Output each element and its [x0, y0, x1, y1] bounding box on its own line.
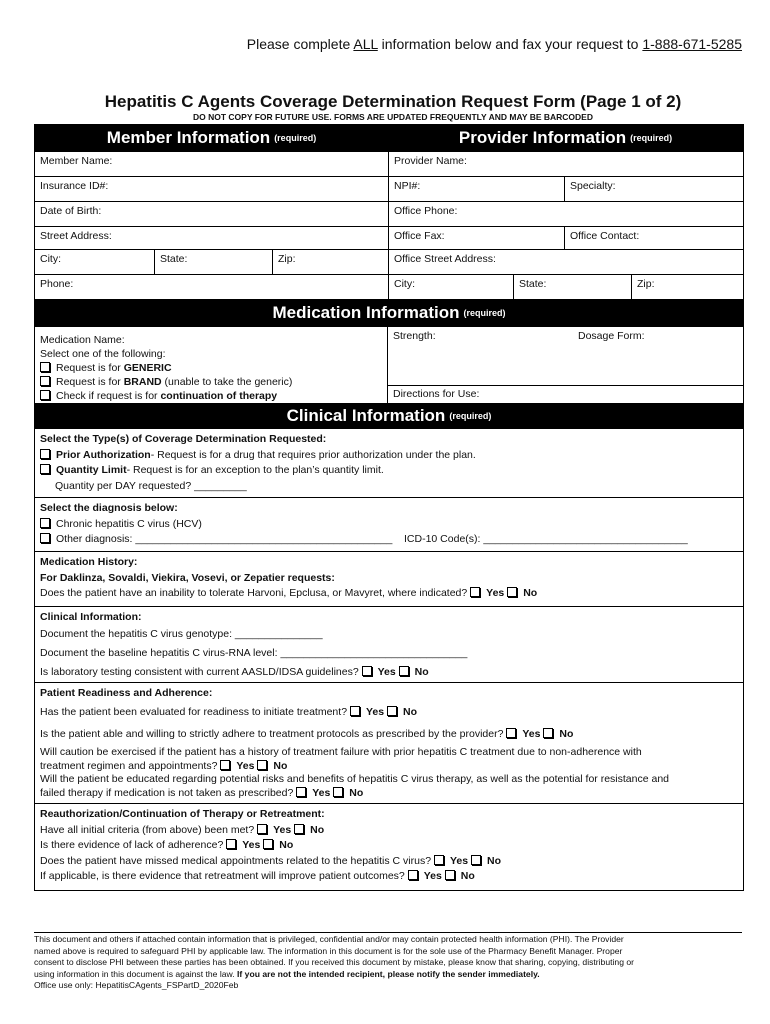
- dosage-form-field[interactable]: [573, 327, 743, 385]
- medication-select-label: Select one of the following:: [40, 348, 166, 360]
- caution-yes-checkbox[interactable]: [220, 760, 230, 770]
- confidentiality-footer: [34, 932, 742, 992]
- tolerance-no-checkbox[interactable]: [507, 587, 517, 597]
- street-address-field[interactable]: [35, 227, 388, 249]
- readiness-yes-checkbox[interactable]: [350, 706, 360, 716]
- no-label: No: [487, 854, 502, 867]
- coverage-form: [34, 124, 744, 891]
- retreatment-question: [40, 869, 738, 885]
- fax-instruction-all: ALL: [353, 36, 378, 52]
- criteria-yes-checkbox[interactable]: [257, 824, 267, 834]
- clinical-header-label: Clinical Information: [286, 406, 446, 425]
- clinical-info-section: [35, 606, 743, 682]
- lab-no-checkbox[interactable]: [399, 666, 409, 676]
- provider-info-header: [388, 125, 743, 151]
- provider-header-label: Provider Information: [458, 128, 627, 147]
- no-label: No: [559, 727, 574, 740]
- lack-adherence-yes-checkbox[interactable]: [226, 839, 236, 849]
- lab-yes-checkbox[interactable]: [362, 666, 372, 676]
- member-info-header: [35, 125, 388, 151]
- medication-name-label: Medication Name:: [40, 334, 125, 346]
- retreatment-yes-checkbox[interactable]: [408, 870, 418, 880]
- office-contact-label: Office Contact:: [570, 230, 640, 242]
- footer-line-3: consent to disclose PHI between these parties has been obtained. If you received this document by mistake, please know that sharing, copying, distributing or: [34, 957, 634, 967]
- retreatment-text: If applicable, is there evidence that retreatment will improve patient outcomes?: [40, 870, 405, 882]
- hcv-label: Chronic hepatitis C virus (HCV): [56, 517, 202, 530]
- caution-question: [40, 760, 738, 774]
- coverage-type-title: Select the Type(s) of Coverage Determination Requested:: [40, 433, 327, 445]
- readiness-no-checkbox[interactable]: [387, 706, 397, 716]
- patient-readiness-title: Patient Readiness and Adherence:: [40, 687, 213, 699]
- generic-checkbox[interactable]: [40, 362, 50, 372]
- no-label: No: [414, 666, 429, 678]
- specialty-label: Specialty:: [570, 180, 616, 192]
- insurance-id-field[interactable]: [35, 177, 388, 201]
- diagnosis-title: Select the diagnosis below:: [40, 502, 178, 514]
- member-phone-field[interactable]: [35, 275, 388, 299]
- dosage-form-label: Dosage Form:: [578, 330, 645, 342]
- office-street-field[interactable]: [388, 250, 743, 274]
- missed-appointments-text: Does the patient have missed medical appointments related to the hepatitis C virus?: [40, 854, 432, 867]
- medication-required-label: (required): [463, 308, 506, 318]
- education-no-checkbox[interactable]: [333, 787, 343, 797]
- baseline-rna-field[interactable]: Document the baseline hepatitis C virus-RNA level: ________________________________: [40, 647, 468, 659]
- reauthorization-section: [35, 803, 743, 890]
- member-name-field[interactable]: [35, 152, 388, 176]
- medication-history-subtitle: For Daklinza, Sovaldi, Viekira, Vosevi, or Zepatier requests:: [40, 571, 335, 584]
- directions-label: Directions for Use:: [393, 388, 480, 400]
- footer-line-2: named above is required to safeguard PHI by applicable law. The information in this document is for the sole use of the Pharmacy Benefit Manager. Proper: [34, 945, 623, 956]
- yes-label: Yes: [522, 727, 541, 740]
- provider-zip-field[interactable]: [631, 275, 743, 299]
- footer-line-4: [34, 969, 742, 981]
- provider-city-label: City:: [394, 278, 415, 290]
- lack-adherence-text: Is there evidence of lack of adherence?: [40, 839, 224, 851]
- member-name-label: Member Name:: [40, 155, 113, 167]
- brand-checkbox[interactable]: [40, 376, 50, 386]
- continuation-option[interactable]: [40, 389, 382, 403]
- office-fax-field[interactable]: [388, 227, 564, 249]
- provider-name-label: Provider Name:: [394, 155, 467, 167]
- criteria-no-checkbox[interactable]: [294, 824, 304, 834]
- directions-field[interactable]: [388, 385, 743, 403]
- office-street-label: Office Street Address:: [394, 253, 496, 265]
- member-required-label: (required): [274, 133, 317, 143]
- genotype-field[interactable]: Document the hepatitis C virus genotype: _______________: [40, 628, 323, 640]
- no-label: No: [402, 706, 417, 718]
- missed-yes-checkbox[interactable]: [434, 855, 444, 865]
- generic-option-text: Request is for: [56, 362, 124, 374]
- missed-no-checkbox[interactable]: [471, 855, 481, 865]
- medication-history-title: Medication History:: [40, 556, 138, 568]
- yes-label: Yes: [423, 870, 442, 882]
- patient-readiness-section: [35, 682, 743, 803]
- prior-auth-checkbox[interactable]: [40, 449, 50, 459]
- retreatment-no-checkbox[interactable]: [445, 870, 455, 880]
- adherence-no-checkbox[interactable]: [543, 728, 553, 738]
- criteria-met-text: Have all initial criteria (from above) been met?: [40, 823, 255, 836]
- medication-header-label: Medication Information: [272, 303, 460, 322]
- clinical-info-header: [35, 404, 743, 428]
- criteria-met-question: [40, 823, 738, 839]
- prior-auth-text: - Request is for a drug that requires prior authorization under the plan.: [150, 448, 476, 461]
- office-phone-field[interactable]: [388, 202, 743, 226]
- office-fax-label: Office Fax:: [394, 230, 445, 242]
- no-label: No: [523, 587, 538, 599]
- quantity-limit-checkbox[interactable]: [40, 464, 50, 474]
- caution-no-checkbox[interactable]: [257, 760, 267, 770]
- specialty-field[interactable]: [564, 177, 743, 201]
- quantity-per-day-field[interactable]: Quantity per DAY requested? _________: [55, 479, 247, 492]
- other-diagnosis-option[interactable]: [40, 532, 738, 548]
- reauthorization-title: Reauthorization/Continuation of Therapy or Retreatment:: [40, 808, 325, 820]
- lack-adherence-question: [40, 838, 738, 854]
- no-label: No: [273, 759, 288, 772]
- office-use-code: Office use only: HepatitisCAgents_FSPartD_2020Feb: [34, 980, 239, 990]
- readiness-text: Has the patient been evaluated for readiness to initiate treatment?: [40, 706, 348, 718]
- caution-text-2: treatment regimen and appointments?: [40, 759, 218, 772]
- hcv-option[interactable]: [40, 517, 738, 533]
- quantity-limit-bold: Quantity Limit: [56, 464, 127, 476]
- footer-line-4-text: using information in this document is against the law.: [34, 968, 238, 979]
- medication-info-header: [35, 300, 743, 326]
- member-city-field[interactable]: [35, 250, 154, 274]
- form-title: Hepatitis C Agents Coverage Determination Request Form (Page 1 of 2): [104, 92, 682, 111]
- missed-appointments-question: [40, 854, 738, 870]
- insurance-id-label: Insurance ID#:: [40, 180, 109, 192]
- generic-option-bold: GENERIC: [123, 362, 172, 374]
- medication-name-field: [35, 327, 387, 403]
- office-phone-label: Office Phone:: [394, 205, 458, 217]
- adherence-text: Is the patient able and willing to strictly adhere to treatment protocols as prescribed by the provider?: [40, 727, 504, 740]
- generic-option[interactable]: [40, 361, 382, 375]
- dob-label: Date of Birth:: [40, 205, 102, 217]
- quantity-limit-text: - Request is for an exception to the plan’s quantity limit.: [126, 464, 384, 476]
- icd-code-field[interactable]: ICD-10 Code(s): ___________________________________: [404, 533, 688, 545]
- member-state-field[interactable]: [154, 250, 272, 274]
- tolerance-question: [40, 586, 738, 602]
- diagnosis-section: [35, 497, 743, 551]
- medication-history-section: [35, 551, 743, 606]
- other-diagnosis-label: Other diagnosis: ____________________________________________: [56, 533, 393, 545]
- brand-option[interactable]: [40, 375, 382, 389]
- yes-label: Yes: [242, 839, 261, 851]
- street-address-label: Street Address:: [40, 230, 112, 242]
- strength-label: Strength:: [393, 330, 436, 342]
- prior-auth-option[interactable]: [40, 448, 738, 464]
- lab-testing-text: Is laboratory testing consistent with current AASLD/IDSA guidelines?: [40, 666, 359, 678]
- yes-label: Yes: [312, 786, 331, 799]
- continuation-option-bold: continuation of therapy: [160, 390, 278, 402]
- no-label: No: [349, 786, 364, 799]
- provider-required-label: (required): [630, 133, 673, 143]
- tolerance-yes-checkbox[interactable]: [470, 587, 480, 597]
- form-subtitle: DO NOT COPY FOR FUTURE USE. FORMS ARE UPDATED FREQUENTLY AND MAY BE BARCODED: [192, 112, 593, 122]
- yes-label: Yes: [449, 854, 469, 867]
- provider-name-field[interactable]: [388, 152, 743, 176]
- yes-label: Yes: [273, 823, 292, 836]
- continuation-option-text: Check if request is for: [56, 390, 161, 402]
- no-label: No: [310, 823, 325, 836]
- provider-state-label: State:: [519, 278, 547, 290]
- hcv-checkbox[interactable]: [40, 518, 50, 528]
- provider-state-field[interactable]: [513, 275, 631, 299]
- lack-adherence-no-checkbox[interactable]: [263, 839, 273, 849]
- no-label: No: [460, 870, 475, 882]
- dob-field[interactable]: [35, 202, 388, 226]
- caution-question-text: Will caution be exercised if the patient has a history of treatment failure with prior hepatitis C treatment due to non-adherence with: [40, 746, 642, 758]
- other-diagnosis-checkbox[interactable]: [40, 533, 50, 543]
- brand-option-text: Request is for: [56, 376, 124, 388]
- npi-field[interactable]: [388, 177, 564, 201]
- footer-notify-bold: If you are not the intended recipient, please notify the sender immediately.: [237, 968, 540, 979]
- prior-auth-bold: Prior Authorization: [56, 448, 151, 461]
- yes-label: Yes: [236, 759, 255, 772]
- clinical-required-label: (required): [449, 411, 492, 421]
- member-zip-label: Zip:: [278, 253, 296, 265]
- fax-instruction-text-2: information below and fax your request to: [377, 36, 643, 52]
- footer-line-1: This document and others if attached contain information that is privileged, confidential and/or may contain protected health information (PHI). The Provider: [34, 934, 624, 944]
- clinical-info-title: Clinical Information:: [40, 611, 142, 623]
- member-zip-field[interactable]: [272, 250, 388, 274]
- member-phone-label: Phone:: [40, 278, 74, 290]
- member-state-label: State:: [160, 253, 188, 265]
- adherence-question: [40, 728, 738, 742]
- education-yes-checkbox[interactable]: [296, 787, 306, 797]
- office-contact-field[interactable]: [564, 227, 743, 249]
- yes-label: Yes: [377, 666, 396, 678]
- strength-field[interactable]: [388, 327, 573, 385]
- provider-city-field[interactable]: [388, 275, 513, 299]
- member-city-label: City:: [40, 253, 61, 265]
- fax-instruction-text: Please complete: [246, 36, 354, 52]
- fax-number-link[interactable]: 1-888-671-5285: [642, 36, 742, 52]
- quantity-limit-option[interactable]: [40, 463, 738, 479]
- education-question-text: Will the patient be educated regarding potential risks and benefits of hepatitis C virus therapy, as well as the potential for resistance and: [40, 773, 669, 785]
- education-text-2: failed therapy if medication is not taken as prescribed?: [40, 786, 294, 799]
- lab-testing-question: [40, 663, 738, 682]
- tolerance-question-text: Does the patient have an inability to tolerate Harvoni, Epclusa, or Mavyret, where indicated?: [40, 587, 468, 599]
- member-header-label: Member Information: [106, 128, 271, 147]
- yes-label: Yes: [486, 587, 505, 599]
- coverage-type-section: [35, 428, 743, 497]
- npi-label: NPI#:: [394, 180, 421, 192]
- yes-label: Yes: [365, 706, 385, 718]
- readiness-question: [40, 706, 738, 720]
- continuation-checkbox[interactable]: [40, 390, 50, 400]
- no-label: No: [279, 839, 294, 851]
- provider-zip-label: Zip:: [637, 278, 655, 290]
- brand-option-post: (unable to take the generic): [161, 376, 293, 388]
- adherence-yes-checkbox[interactable]: [506, 728, 516, 738]
- fax-instruction: [247, 36, 742, 52]
- brand-option-bold: BRAND: [123, 376, 162, 388]
- education-question: [40, 787, 738, 801]
